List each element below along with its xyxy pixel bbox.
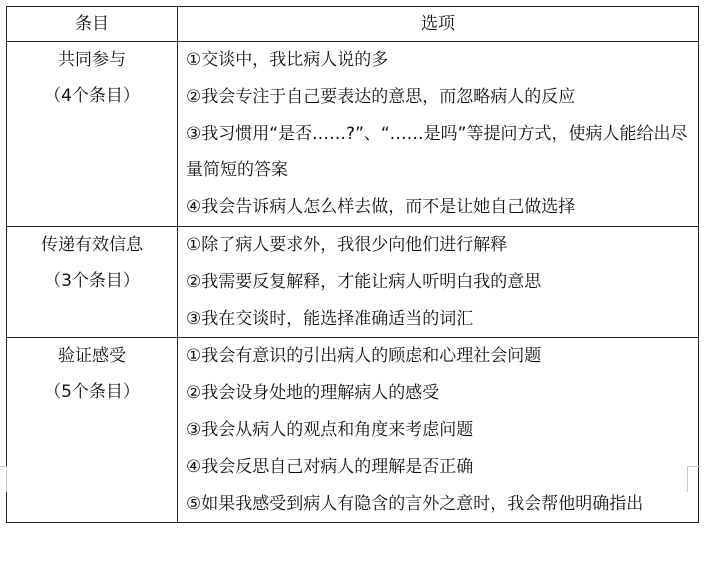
- table-row: [7, 42, 699, 227]
- option-item: ④我会告诉病人怎么样去做，而不是让她自己做选择: [186, 197, 576, 218]
- option-item: ②我需要反复解释，才能让病人听明白我的意思: [186, 271, 542, 292]
- option-item: ②我会设身处地的理解病人的感受: [186, 383, 440, 404]
- category-name: 传递有效信息: [41, 234, 143, 255]
- table-row: [7, 226, 699, 337]
- option-item: ①除了病人要求外，我很少向他们进行解释: [186, 234, 508, 255]
- corner-mark-left-h: [0, 466, 7, 467]
- category-count: （5个条目）: [44, 382, 140, 403]
- option-item: ②我会专注于自己要表达的意思，而忽略病人的反应: [186, 86, 576, 107]
- category-name: 共同参与: [58, 50, 126, 70]
- option-item: ③我会从病人的观点和角度来考虑问题: [186, 419, 474, 440]
- option-item: ③我习惯用“是否……?”、“……是吗”等提问方式，使病人能给出尽量简短的答案: [186, 123, 688, 181]
- table-row: [7, 338, 699, 523]
- option-item: ③我在交谈时，能选择准确适当的词汇: [186, 308, 474, 329]
- header-options: 选项: [178, 7, 699, 42]
- survey-table: [6, 6, 699, 523]
- category-cell: [7, 226, 178, 337]
- options-cell: [178, 42, 699, 227]
- corner-mark-right-h: [687, 466, 701, 467]
- category-cell: [7, 42, 178, 227]
- header-row: [7, 7, 699, 42]
- corner-mark-right: [687, 466, 688, 492]
- category-name: 验证感受: [58, 346, 126, 367]
- options-cell: [178, 226, 699, 337]
- category-count: （4个条目）: [44, 86, 140, 106]
- options-cell: [178, 338, 699, 523]
- category-cell: [7, 338, 178, 523]
- option-item: ①交谈中，我比病人说的多: [186, 50, 389, 70]
- corner-mark-left: [6, 466, 7, 492]
- category-count: （3个条目）: [44, 270, 140, 291]
- option-item: ④我会反思自己对病人的理解是否正确: [186, 456, 474, 477]
- header-category: 条目: [7, 7, 178, 42]
- option-item: ①我会有意识的引出病人的顾虑和心理社会问题: [186, 346, 542, 367]
- option-item: ⑤如果我感受到病人有隐含的言外之意时，我会帮他明确指出: [186, 493, 644, 514]
